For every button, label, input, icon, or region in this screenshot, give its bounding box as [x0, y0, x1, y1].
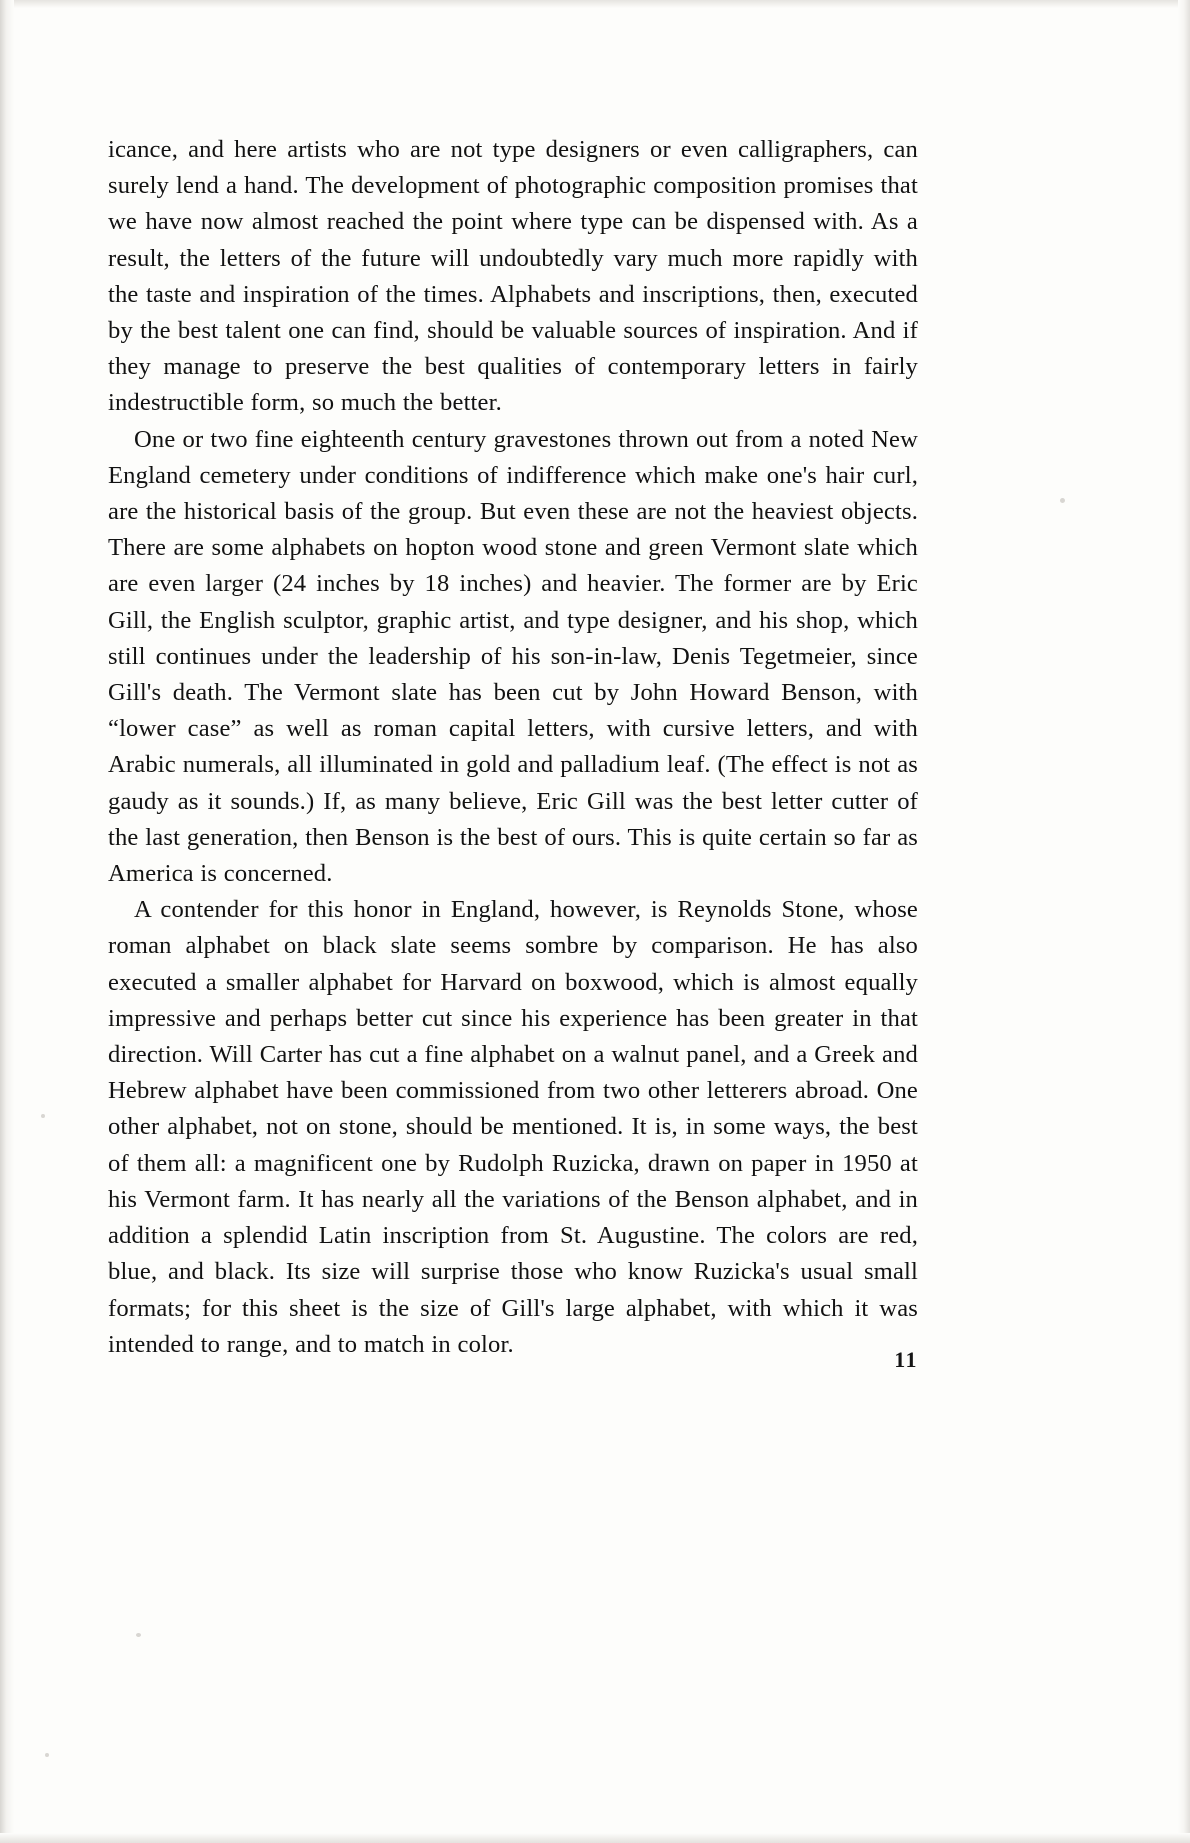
scan-speck [45, 1753, 49, 1757]
page-number: 11 [894, 1347, 918, 1372]
scan-speck [41, 1114, 45, 1118]
scan-edge-right [1178, 0, 1190, 1843]
body-text [108, 132, 918, 1363]
scan-edge-bottom [0, 1833, 1190, 1843]
scan-speck [1060, 498, 1065, 503]
paragraph-2: One or two fine eighteenth century gravestones thrown out from a noted New England cemetery under conditions of indifference which make one's hair curl, are the historical basis of the group. But even these are not the heaviest objects. There are some alphabets on hopton wood stone and green Vermont slate which are even larger (24 inches by 18 inches) and heavier. The former are by Eric Gill, the English sculptor, graphic artist, and type designer, and his shop, which still continues under the leadership of his son-in-law, Denis Tegetmeier, since Gill's death. The Vermont slate has been cut by John Howard Benson, with “lower case” as well as roman capital letters, with cursive letters, and with Arabic numerals, all illuminated in gold and palladium leaf. (The effect is not as gaudy as it sounds.) If, as many believe, Eric Gill was the best letter cutter of the last generation, then Benson is the best of ours. This is quite certain so far as America is concerned. [108, 425, 918, 888]
scan-edge-left [0, 0, 14, 1843]
scan-edge-top [0, 0, 1190, 8]
paragraph-3: A contender for this honor in England, however, is Reynolds Stone, whose roman alphabet on black slate seems sombre by comparison. He has also executed a smaller alphabet for Harvard on boxwood, which is almost equally impressive and perhaps better cut since his experience has been greater in that direction. Will Carter has cut a fine alphabet on a walnut panel, and a Greek and Hebrew alphabet have been commissioned from two other letterers abroad. One other alphabet, not on stone, should be mentioned. It is, in some ways, the best of them all: a magnificent one by Rudolph Ruzicka, drawn on paper in 1950 at his Vermont farm. It has nearly all the variations of the Benson alphabet, and in addition a splendid Latin inscription from St. Augustine. The colors are red, blue, and black. Its size will surprise those who know Ruzicka's usual small formats; for this sheet is the size of Gill's large alphabet, with which it was intended to range, and to match in color. [108, 896, 918, 1358]
paragraph-1: icance, and here artists who are not type designers or even calligraphers, can surely lend a hand. The development of photographic composition promises that we have now almost reached the point where type can be dispensed with. As a result, the letters of the future will undoubtedly vary much more rapidly with the taste and inspiration of the times. Alphabets and inscriptions, then, executed by the best talent one can find, should be valuable sources of inspiration. And if they manage to preserve the best qualities of contemporary letters in fairly indestructible form, so much the better. [108, 136, 918, 417]
scan-speck [136, 1633, 141, 1637]
